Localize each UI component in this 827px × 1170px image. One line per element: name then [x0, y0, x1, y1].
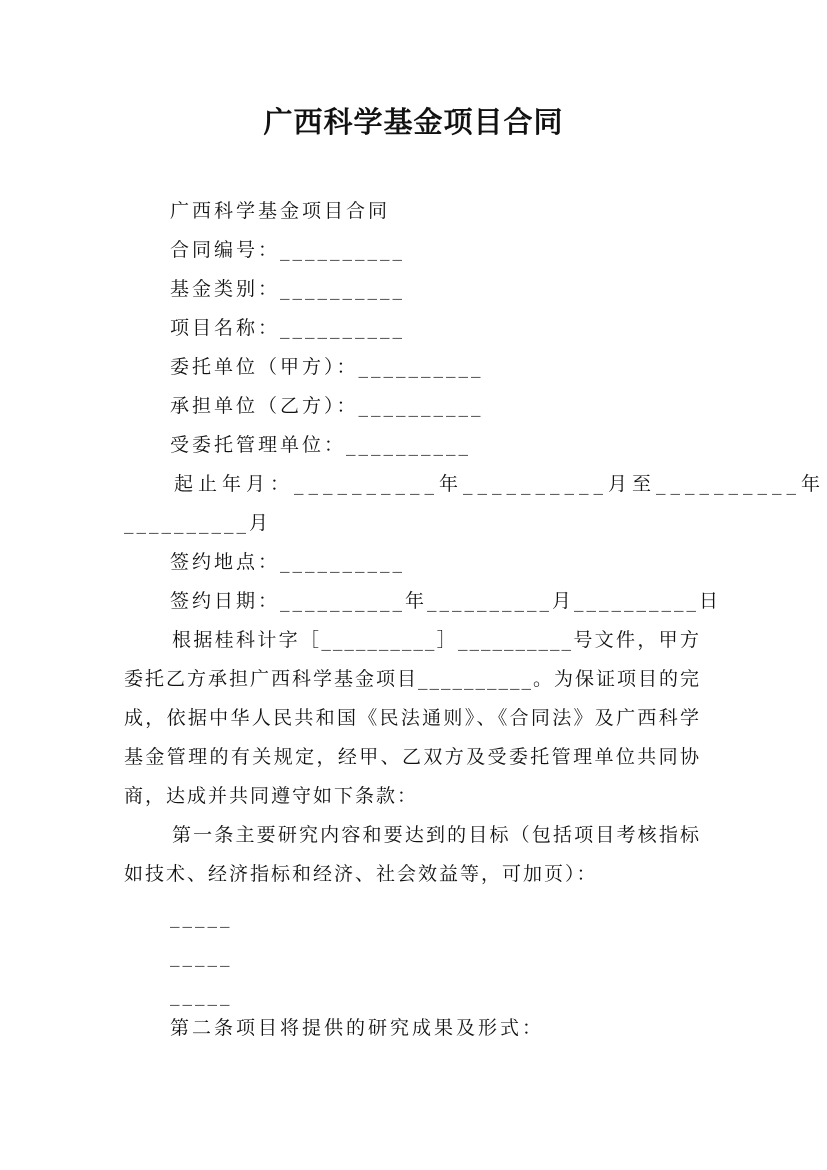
fund-type-field: 基金类别：__________ [170, 278, 406, 300]
article-1: 第一条主要研究内容和要达到的目标（包括项目考核指标如技术、经济指标和经济、社会效益等，可加页）： [124, 824, 701, 885]
contract-number-field: 合同编号：__________ [170, 239, 406, 261]
sign-place-field: 签约地点：__________ [170, 551, 406, 573]
project-name-field: 项目名称：__________ [170, 317, 406, 339]
manager-field: 受委托管理单位：__________ [170, 434, 472, 456]
sign-date-field: 签约日期：__________年__________月__________日 [170, 590, 722, 612]
article-2: 第二条项目将提供的研究成果及形式： [170, 1017, 545, 1039]
blank-line: _____ [170, 984, 233, 1006]
party-b-field: 承担单位（乙方）：__________ [170, 395, 484, 417]
preamble-paragraph: 根据桂科计字［__________］__________号文件，甲方委托乙方承担广西科学基金项目__________。为保证项目的完成，依据中华人民共和国《民法通则》、《合同法》及广西科学基金管理的有关规定，经甲、乙双方及受委托管理单位共同协商，达成并共同遵守如下条款： [124, 629, 702, 807]
period-field: 起止年月：__________年__________月至__________年 [174, 473, 826, 495]
period-field-continued: __________月 [124, 512, 272, 534]
party-a-field: 委托单位（甲方）：__________ [170, 356, 484, 378]
blank-line: _____ [170, 906, 233, 928]
document-title: 广西科学基金项目合同 [263, 105, 564, 139]
blank-line: _____ [170, 945, 233, 967]
subtitle: 广西科学基金项目合同 [170, 200, 391, 222]
